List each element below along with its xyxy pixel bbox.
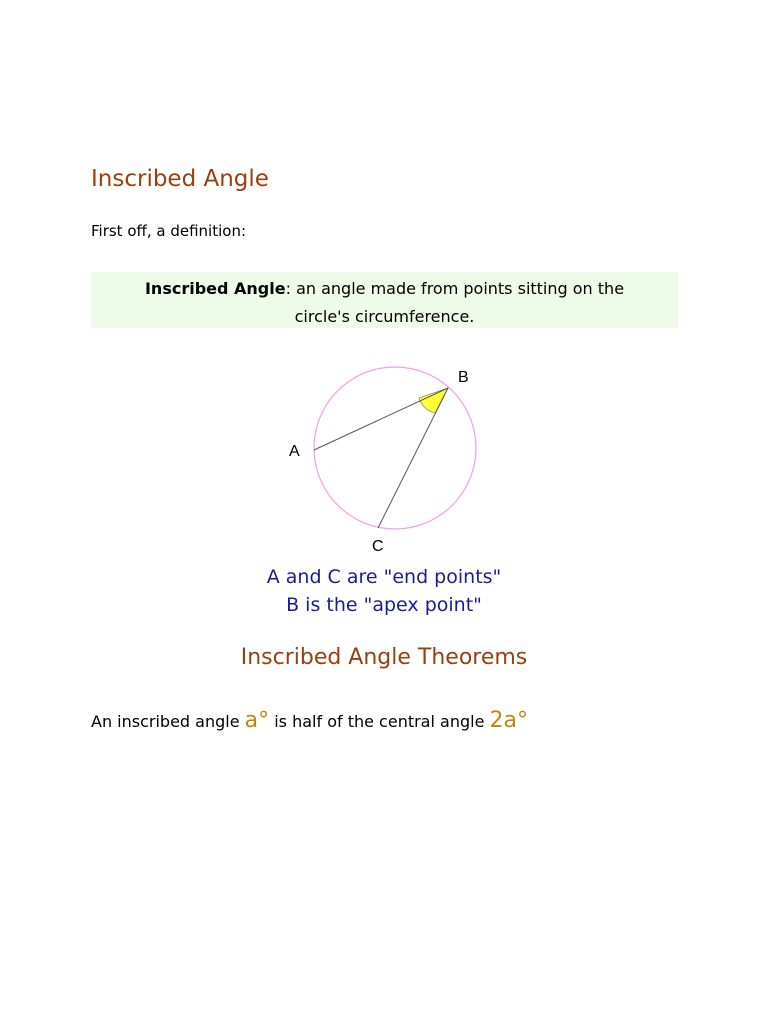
definition-line-1 [91,275,678,303]
circle [314,367,476,529]
point-label-a: A [289,443,300,460]
segment-ab [314,388,448,450]
theorems-heading: Inscribed Angle Theorems [240,645,528,670]
caption-line-1: A and C are "end points" [266,566,502,588]
definition-line-2: circle's circumference. [294,307,475,326]
theorem-middle: is half of the central angle [274,712,485,731]
inscribed-angle-symbol: a° [244,708,270,733]
inscribed-angle-diagram [280,355,500,560]
theorem-statement [91,706,528,737]
inscribed-angle-figure [280,355,500,560]
central-angle-symbol: 2a° [489,708,528,733]
definition-term: Inscribed Angle [144,279,286,298]
point-label-b: B [458,369,469,386]
angle-wedge [419,388,448,413]
point-label-c: C [372,538,384,555]
caption-line-2: B is the "apex point" [286,594,482,616]
segment-bc [378,388,448,528]
definition-box [91,272,678,328]
theorem-prefix: An inscribed angle [91,712,240,731]
intro-text: First off, a definition: [91,222,247,240]
page-title: Inscribed Angle [91,166,269,192]
definition-text: : an angle made from points sitting on the [285,279,625,298]
